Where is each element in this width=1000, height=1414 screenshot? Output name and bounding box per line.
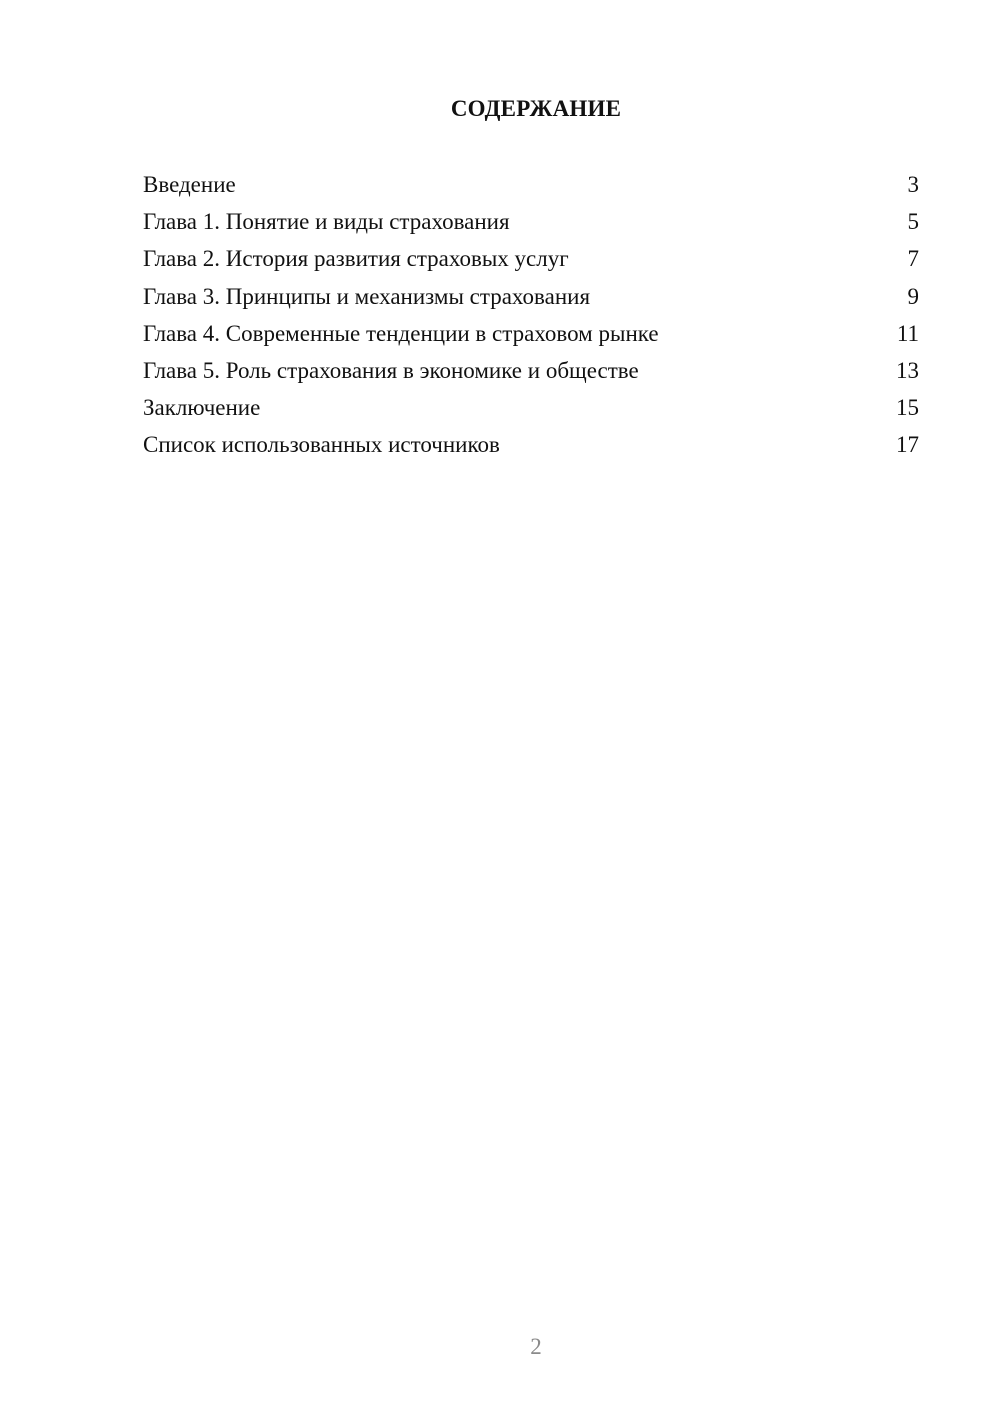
toc-title: СОДЕРЖАНИЕ xyxy=(450,96,622,121)
toc-item-label: Введение xyxy=(143,172,236,197)
toc-item-introduction xyxy=(143,171,919,208)
toc-item-chapter-5 xyxy=(143,357,919,394)
toc-item-page: 5 xyxy=(907,209,919,235)
toc-item-chapter-1 xyxy=(143,208,919,245)
toc-item-label: Глава 4. Современные тенденции в страховом рынке xyxy=(143,320,659,346)
toc-item-references xyxy=(143,431,919,468)
toc-item-label: Глава 3. Принципы и механизмы страхования xyxy=(143,283,591,309)
toc-item-conclusion xyxy=(143,394,919,431)
toc-item-chapter-2 xyxy=(143,245,919,282)
toc-item-label: Заключение xyxy=(143,395,261,421)
toc-item-page: 11 xyxy=(896,320,919,346)
toc-item-page: 7 xyxy=(907,246,919,272)
toc-item-label: Глава 1. Понятие и виды страхования xyxy=(143,209,510,235)
toc-item-chapter-3 xyxy=(143,283,919,320)
toc-item-page: 15 xyxy=(896,395,919,421)
toc-item-chapter-4 xyxy=(143,320,919,357)
toc-item-page: 13 xyxy=(896,357,919,383)
table-of-contents xyxy=(143,171,919,469)
toc-item-label: Глава 2. История развития страховых услуг xyxy=(143,246,569,272)
page-number: 2 xyxy=(530,1334,542,1359)
toc-item-label: Глава 5. Роль страхования в экономике и обществе xyxy=(143,357,639,383)
toc-item-page: 9 xyxy=(907,283,919,309)
toc-item-page: 17 xyxy=(896,432,919,458)
toc-item-page: 3 xyxy=(907,172,919,197)
toc-item-label: Список использованных источников xyxy=(143,432,500,458)
